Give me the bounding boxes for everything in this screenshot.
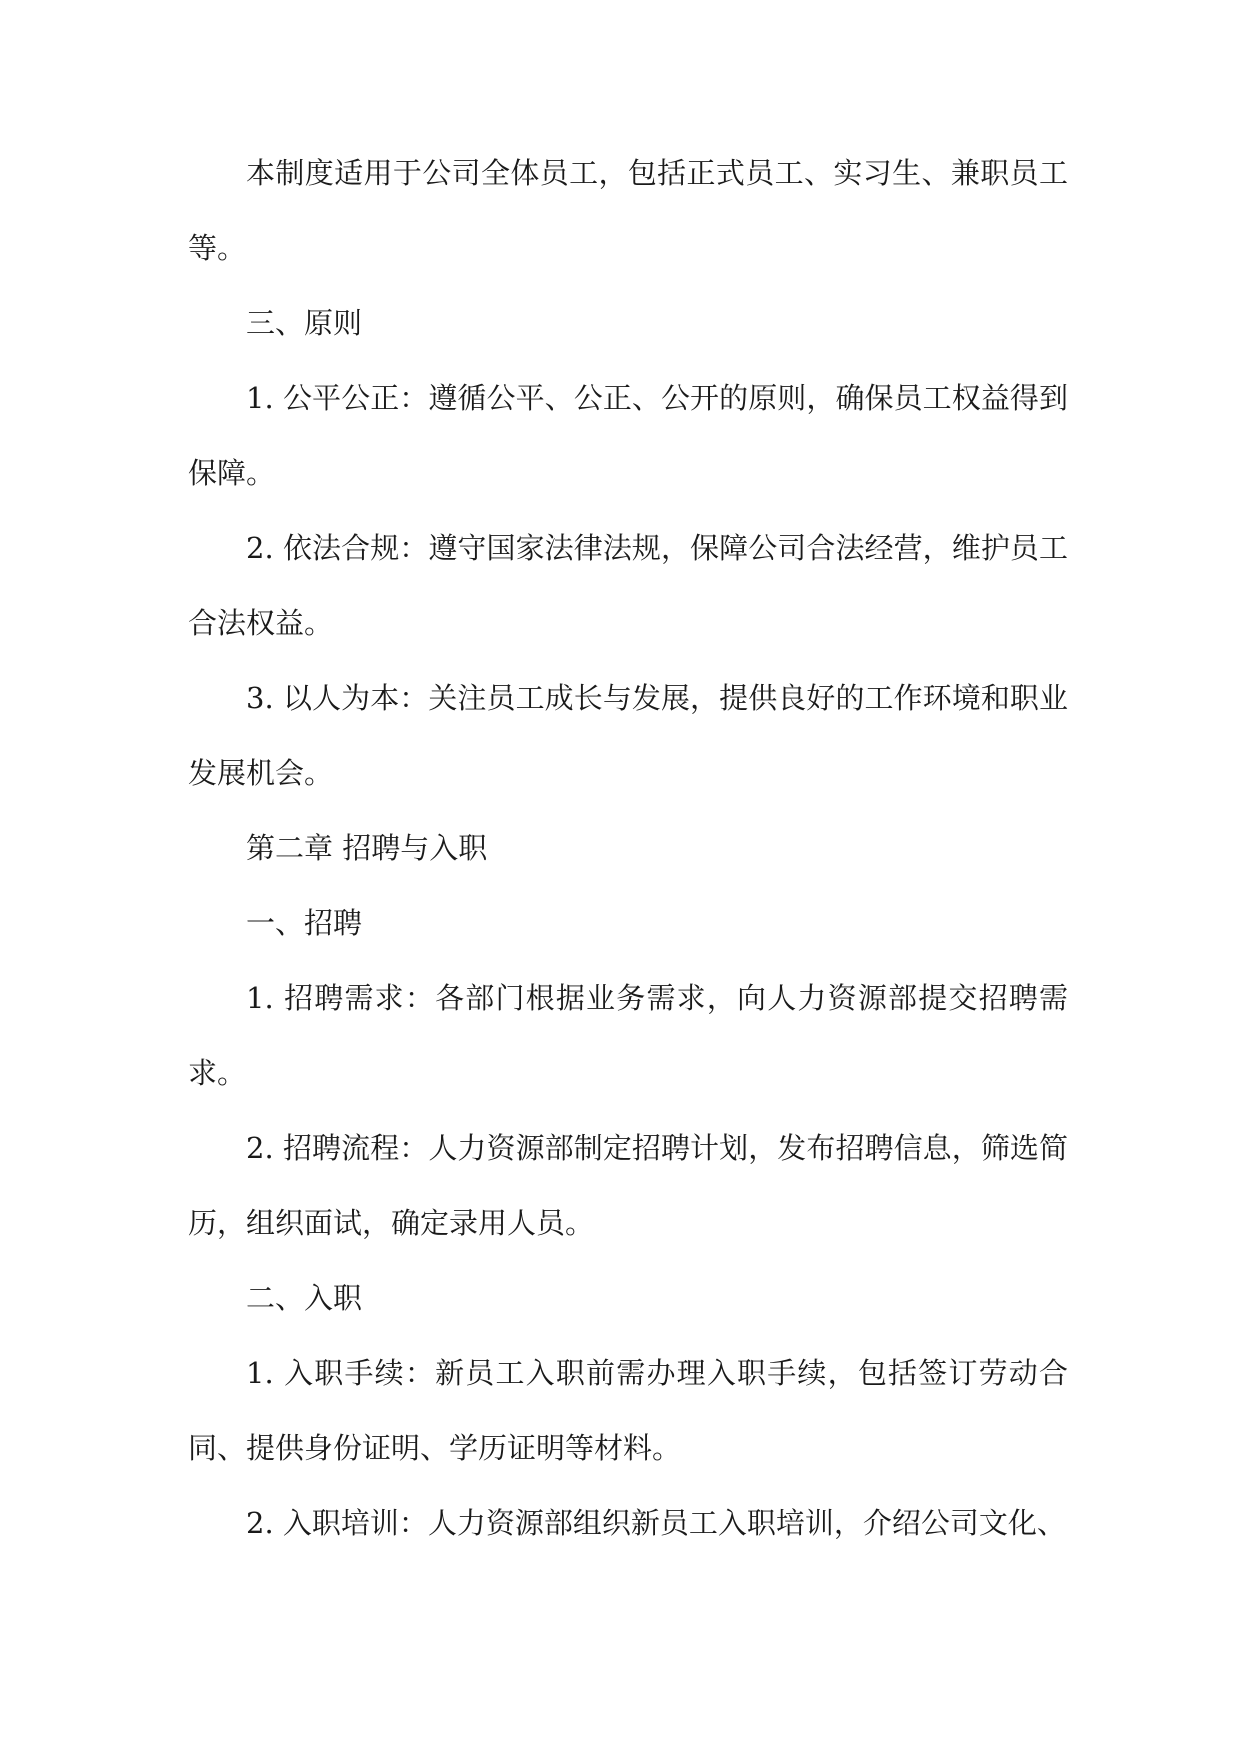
paragraph-onboarding-training: 2. 入职培训：人力资源部组织新员工入职培训，介绍公司文化、 [246,1506,1066,1540]
section-heading-principles: 三、原则 [246,306,363,340]
chapter-heading-recruitment: 第二章 招聘与入职 [246,831,488,865]
paragraph-scope: 本制度适用于公司全体员工，包括正式员工、实习生、兼职员工等。 [188,156,1068,265]
paragraph-principle-fairness: 1. 公平公正：遵循公平、公正、公开的原则，确保员工权益得到保障。 [188,381,1068,490]
paragraph-recruitment-process: 2. 招聘流程：人力资源部制定招聘计划，发布招聘信息，筛选简历，组织面试，确定录用人员。 [188,1131,1068,1240]
paragraph-onboarding-procedures: 1. 入职手续：新员工入职前需办理入职手续，包括签订劳动合同、提供身份证明、学历证明等材料。 [188,1356,1068,1465]
paragraph-principle-compliance: 2. 依法合规：遵守国家法律法规，保障公司合法经营，维护员工合法权益。 [188,531,1068,640]
section-heading-onboarding: 二、入职 [246,1281,363,1315]
section-heading-recruitment: 一、招聘 [246,906,363,940]
document-body [188,136,1068,1561]
paragraph-recruitment-needs: 1. 招聘需求：各部门根据业务需求，向人力资源部提交招聘需求。 [188,981,1068,1090]
paragraph-principle-people-oriented: 3. 以人为本：关注员工成长与发展，提供良好的工作环境和职业发展机会。 [188,681,1068,790]
